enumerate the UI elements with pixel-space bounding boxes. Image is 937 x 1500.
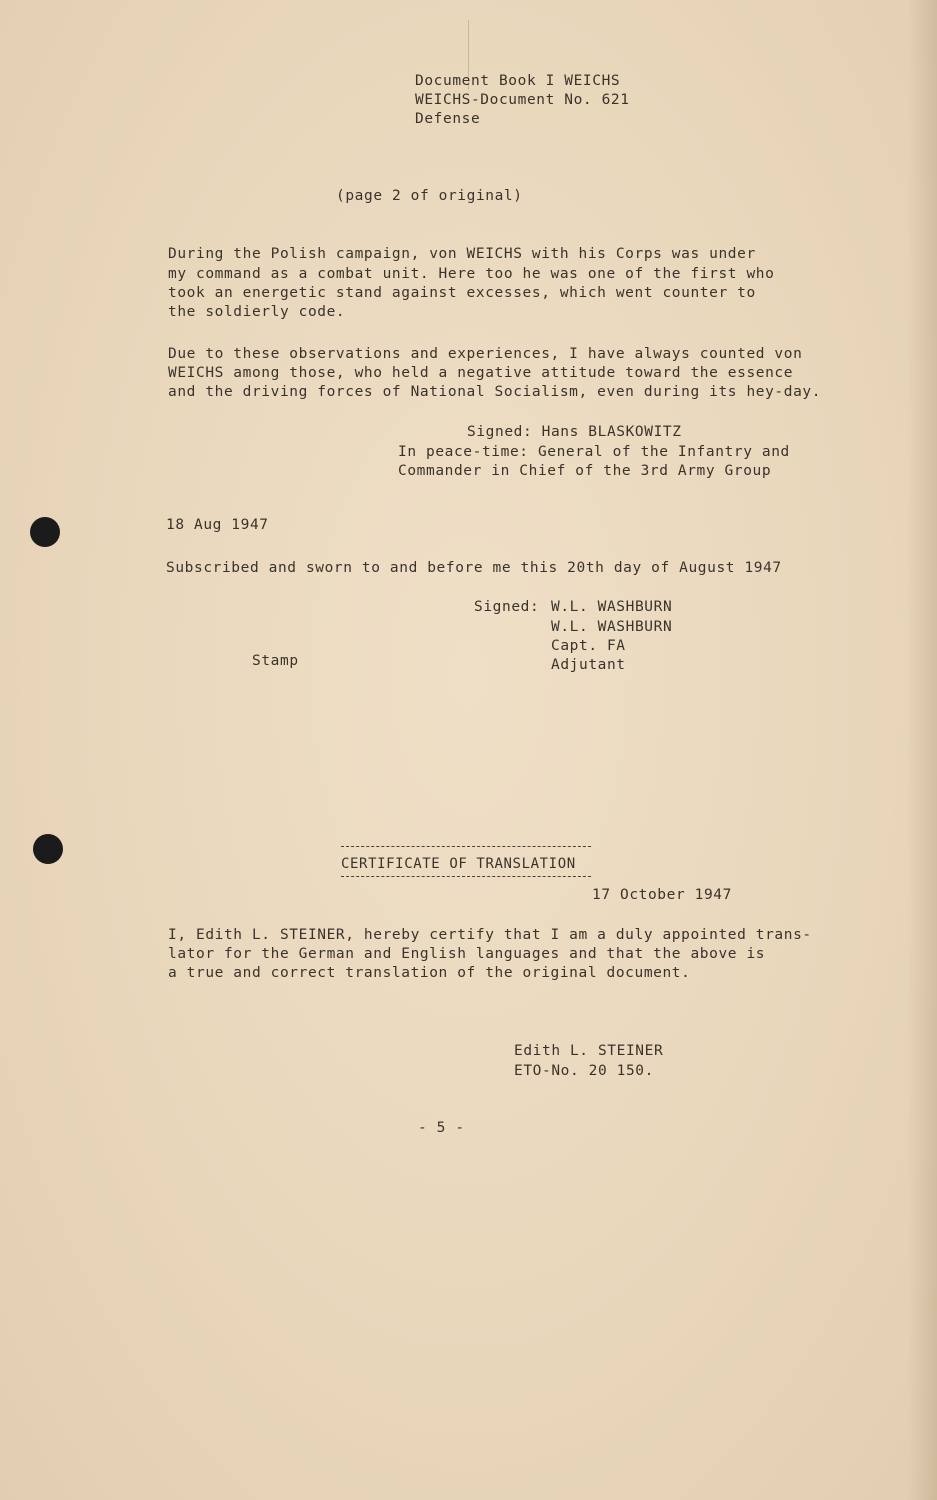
signature1-title1: In peace-time: General of the Infantry and	[398, 444, 790, 460]
certificate-top-rule	[341, 846, 591, 847]
signature2-label: Signed:	[474, 599, 540, 615]
certificate-text-line2: lator for the German and English languages and that the above is	[168, 946, 766, 962]
header-defense: Defense	[415, 111, 481, 127]
signature1-title2: Commander in Chief of the 3rd Army Group	[398, 463, 772, 479]
signature2-title: Adjutant	[551, 657, 626, 673]
para1-line4: the soldierly code.	[168, 304, 346, 320]
header-doc-number: WEICHS-Document No. 621	[415, 92, 630, 108]
date-line: 18 Aug 1947	[166, 517, 269, 533]
punch-hole-top	[30, 517, 60, 547]
signature2-rank: Capt. FA	[551, 638, 626, 654]
translator-number: ETO-No. 20 150.	[514, 1063, 654, 1079]
para1-line3: took an energetic stand against excesses, which went counter to	[168, 285, 756, 301]
para2-line2: WEICHS among those, who held a negative attitude toward the essence	[168, 365, 794, 381]
para1-line2: my command as a combat unit. Here too he was one of the first who	[168, 266, 775, 282]
sworn-statement: Subscribed and sworn to and before me this 20th day of August 1947	[166, 560, 782, 576]
signature2-name2: W.L. WASHBURN	[551, 619, 673, 635]
page-note: (page 2 of original)	[336, 188, 523, 204]
translator-name: Edith L. STEINER	[514, 1043, 664, 1059]
stamp-label: Stamp	[252, 653, 299, 669]
certificate-text-line1: I, Edith L. STEINER, hereby certify that I am a duly appointed trans-	[168, 927, 812, 943]
signature2-name1: W.L. WASHBURN	[551, 599, 673, 615]
certificate-date: 17 October 1947	[592, 887, 732, 903]
certificate-text-line3: a true and correct translation of the original document.	[168, 965, 691, 981]
certificate-heading: CERTIFICATE OF TRANSLATION	[341, 856, 576, 872]
para2-line1: Due to these observations and experiences, I have always counted von	[168, 346, 803, 362]
header-doc-book: Document Book I WEICHS	[415, 73, 621, 89]
para2-line3: and the driving forces of National Socialism, even during its hey-day.	[168, 384, 822, 400]
para1-line1: During the Polish campaign, von WEICHS with his Corps was under	[168, 246, 756, 262]
signature1-signed: Signed: Hans BLASKOWITZ	[467, 424, 682, 440]
certificate-bottom-rule	[341, 876, 591, 877]
page-number: - 5 -	[418, 1120, 465, 1136]
punch-hole-bottom	[33, 834, 63, 864]
page-edge-shade	[907, 0, 937, 1500]
